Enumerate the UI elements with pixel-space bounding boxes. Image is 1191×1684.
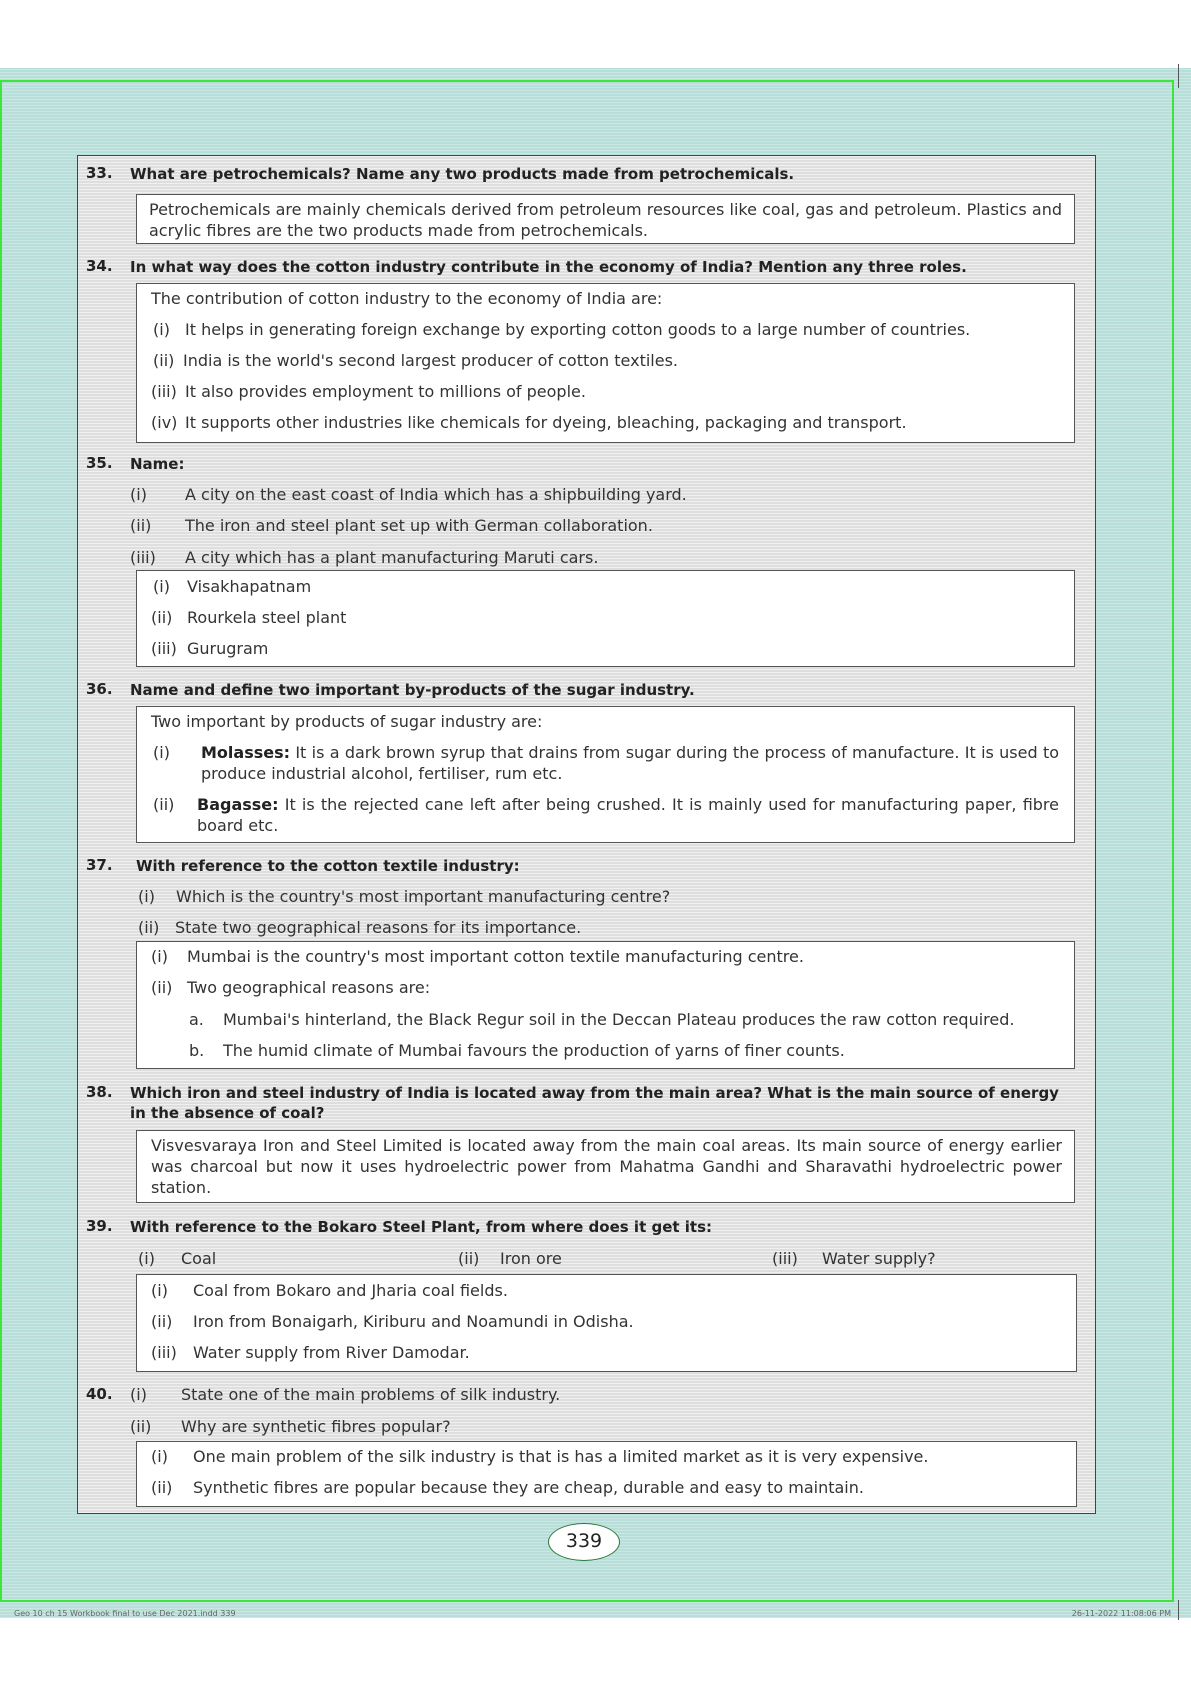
sub-question: A city on the east coast of India which has a shipbuilding yard. [185, 485, 687, 504]
list-item: It helps in generating foreign exchange by exporting cotton goods to a large number of countries. [185, 320, 971, 339]
question-number: 39. [86, 1217, 113, 1235]
list-marker: (ii) [151, 1478, 173, 1497]
question-number: 35. [86, 454, 113, 472]
answer-intro: Two important by products of sugar industry are: [151, 712, 543, 731]
answer-box-39 [136, 1274, 1077, 1372]
sub-marker: (ii) [138, 918, 160, 937]
list-item: One main problem of the silk industry is that is has a limited market as it is very expensive. [193, 1447, 929, 1466]
sub-marker: (i) [138, 1249, 155, 1268]
list-item: Two geographical reasons are: [187, 978, 431, 997]
term-bagasse: Bagasse: [197, 795, 279, 814]
term-definition: It is the rejected cane left after being crushed. It is mainly used for manufacturing paper, fibre board etc. [197, 795, 1059, 835]
list-marker: (ii) [151, 608, 173, 627]
answer-box-33 [136, 194, 1075, 244]
sub-question: A city which has a plant manufacturing Maruti cars. [185, 548, 599, 567]
question-number: 37. [86, 856, 113, 874]
question-text: Name: [130, 455, 185, 473]
answer-box-40 [136, 1441, 1077, 1507]
sub-marker: (iii) [130, 548, 156, 567]
list-marker: (iii) [151, 382, 177, 401]
sub-marker: (ii) [458, 1249, 480, 1268]
list-item [201, 742, 1059, 784]
sub-question: State one of the main problems of silk industry. [181, 1385, 561, 1404]
list-marker: (ii) [151, 1312, 173, 1331]
question-number: 33. [86, 164, 113, 182]
list-item: Water supply from River Damodar. [193, 1343, 470, 1362]
sub-question: State two geographical reasons for its importance. [175, 918, 582, 937]
question-text: With reference to the cotton textile industry: [136, 857, 520, 875]
list-item: Mumbai's hinterland, the Black Regur soil in the Deccan Plateau produces the raw cotton required. [223, 1010, 1015, 1029]
question-text: With reference to the Bokaro Steel Plant, from where does it get its: [130, 1218, 713, 1236]
crop-mark [1178, 1600, 1179, 1620]
list-marker: (i) [151, 947, 168, 966]
question-text: Which iron and steel industry of India is located away from the main area? What is the main source of energy in the absence of coal? [130, 1084, 1059, 1122]
list-marker: (i) [151, 1447, 168, 1466]
sub-question: Water supply? [822, 1249, 936, 1268]
list-item: Synthetic fibres are popular because they are cheap, durable and easy to maintain. [193, 1478, 864, 1497]
list-item: Rourkela steel plant [187, 608, 347, 627]
list-item: Visakhapatnam [187, 577, 312, 596]
list-marker: (ii) [153, 351, 175, 370]
date-slug: 26-11-2022 11:08:06 PM [1071, 1609, 1171, 1618]
question-number: 40. [86, 1385, 113, 1403]
list-item: Gurugram [187, 639, 269, 658]
sub-marker: (i) [138, 887, 155, 906]
list-marker: (iii) [151, 1343, 177, 1362]
sub-marker: (i) [130, 1385, 147, 1404]
file-slug: Geo 10 ch 15 Workbook final to use Dec 2021.indd 339 [14, 1609, 236, 1618]
sub-question: The iron and steel plant set up with German collaboration. [185, 516, 653, 535]
list-marker: (i) [153, 743, 170, 762]
list-marker: (i) [153, 320, 170, 339]
list-item: Iron from Bonaigarh, Kiriburu and Noamundi in Odisha. [193, 1312, 634, 1331]
term-definition: It is a dark brown syrup that drains from sugar during the process of manufacture. It is used to produce industrial alcohol, fertiliser, rum etc. [201, 743, 1060, 783]
worksheet-frame [77, 155, 1096, 1514]
list-item: Mumbai is the country's most important cotton textile manufacturing centre. [187, 947, 804, 966]
list-item: India is the world's second largest producer of cotton textiles. [183, 351, 678, 370]
answer-box-35 [136, 570, 1075, 667]
answer-text: Petrochemicals are mainly chemicals derived from petroleum resources like coal, gas and petroleum. Plastics and acrylic fibres are the two products made from petrochemicals. [149, 200, 1062, 240]
answer-intro: The contribution of cotton industry to the economy of India are: [151, 289, 663, 308]
question-text: In what way does the cotton industry contribute in the economy of India? Mention any three roles. [130, 258, 967, 276]
sub-marker: (ii) [130, 1417, 152, 1436]
list-item [197, 794, 1059, 836]
list-marker: b. [189, 1041, 205, 1060]
answer-box-36 [136, 706, 1075, 843]
list-marker: a. [189, 1010, 204, 1029]
sub-marker: (ii) [130, 516, 152, 535]
list-marker: (iv) [151, 413, 178, 432]
crop-mark [1178, 64, 1179, 88]
sub-question: Coal [181, 1249, 217, 1268]
list-item: The humid climate of Mumbai favours the production of yarns of finer counts. [223, 1041, 845, 1060]
list-item: It supports other industries like chemicals for dyeing, bleaching, packaging and transport. [185, 413, 907, 432]
question-number: 38. [86, 1083, 113, 1101]
answer-box-37 [136, 941, 1075, 1069]
list-marker: (ii) [153, 795, 175, 814]
sub-question: Why are synthetic fibres popular? [181, 1417, 451, 1436]
sub-question: Which is the country's most important manufacturing centre? [176, 887, 671, 906]
sub-marker: (i) [130, 485, 147, 504]
list-marker: (ii) [151, 978, 173, 997]
question-text: What are petrochemicals? Name any two products made from petrochemicals. [130, 165, 795, 183]
sub-marker: (iii) [772, 1249, 798, 1268]
list-marker: (i) [151, 1281, 168, 1300]
term-molasses: Molasses: [201, 743, 291, 762]
question-number: 36. [86, 680, 113, 698]
answer-box-34 [136, 283, 1075, 443]
list-item: Coal from Bokaro and Jharia coal fields. [193, 1281, 508, 1300]
list-marker: (i) [153, 577, 170, 596]
list-marker: (iii) [151, 639, 177, 658]
answer-box-38 [136, 1130, 1075, 1203]
answer-text: Visvesvaraya Iron and Steel Limited is located away from the main coal areas. Its main source of energy earlier was charcoal but now it uses hydroelectric power from Mahatma Gandhi and Sharavathi hydroelectric power station. [151, 1136, 1062, 1197]
sub-question: Iron ore [500, 1249, 562, 1268]
question-number: 34. [86, 257, 113, 275]
question-text: Name and define two important by-products of the sugar industry. [130, 681, 695, 699]
list-item: It also provides employment to millions of people. [185, 382, 586, 401]
page-number: 339 [548, 1523, 620, 1561]
